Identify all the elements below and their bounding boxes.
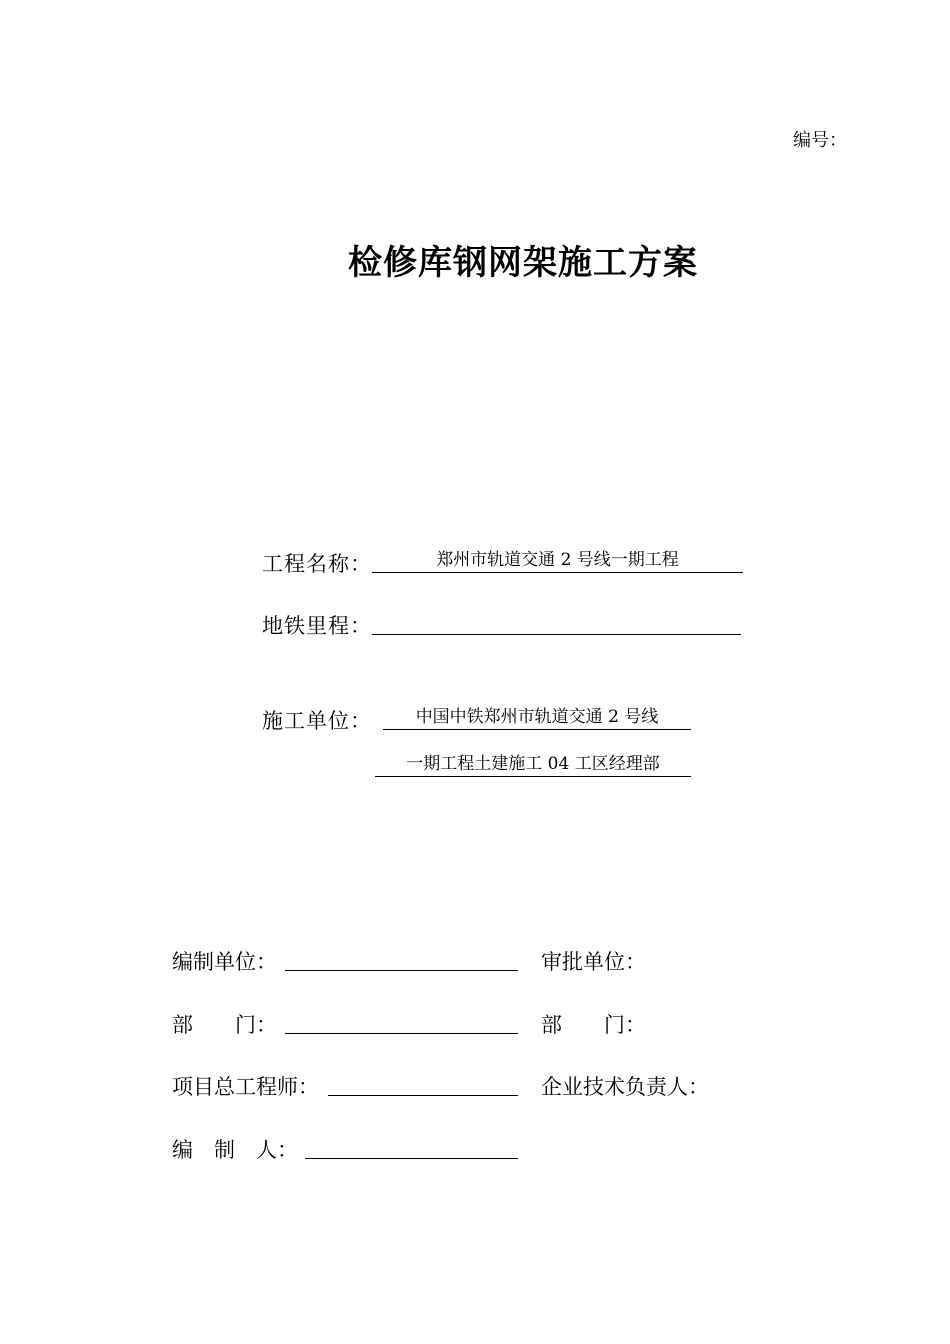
contractor-line-2 bbox=[375, 752, 691, 777]
dept-line-left bbox=[285, 1009, 518, 1034]
approve-unit-label: 审批单位： bbox=[541, 950, 646, 974]
contractor-label: 施工单位： bbox=[262, 709, 372, 733]
project-name-label: 工程名称： bbox=[262, 552, 372, 576]
compile-unit-label: 编制单位： bbox=[172, 950, 277, 974]
contractor-value-1: 中国中铁郑州市轨道交通 2 号线 bbox=[415, 707, 659, 727]
dept-label-right: 部 门： bbox=[541, 1013, 646, 1037]
project-name-value: 郑州市轨道交通 2 号线一期工程 bbox=[436, 550, 679, 570]
chief-engineer-label: 项目总工程师： bbox=[172, 1075, 319, 1099]
tech-lead-label: 企业技术负责人： bbox=[541, 1075, 709, 1099]
compiler-line bbox=[305, 1134, 518, 1159]
document-title: 检修库钢网架施工方案 bbox=[348, 243, 698, 283]
compile-unit-line bbox=[285, 946, 518, 971]
mileage-line bbox=[372, 610, 741, 635]
chief-engineer-line bbox=[328, 1071, 518, 1096]
compiler-label: 编 制 人： bbox=[172, 1138, 298, 1162]
contractor-value-2: 一期工程土建施工 04 工区经理部 bbox=[406, 754, 660, 774]
doc-number-label: 编号： bbox=[793, 130, 847, 151]
project-name-line bbox=[372, 548, 743, 573]
mileage-label: 地铁里程： bbox=[262, 614, 372, 638]
contractor-line-1 bbox=[383, 705, 691, 730]
dept-label-left: 部 门： bbox=[172, 1013, 277, 1037]
